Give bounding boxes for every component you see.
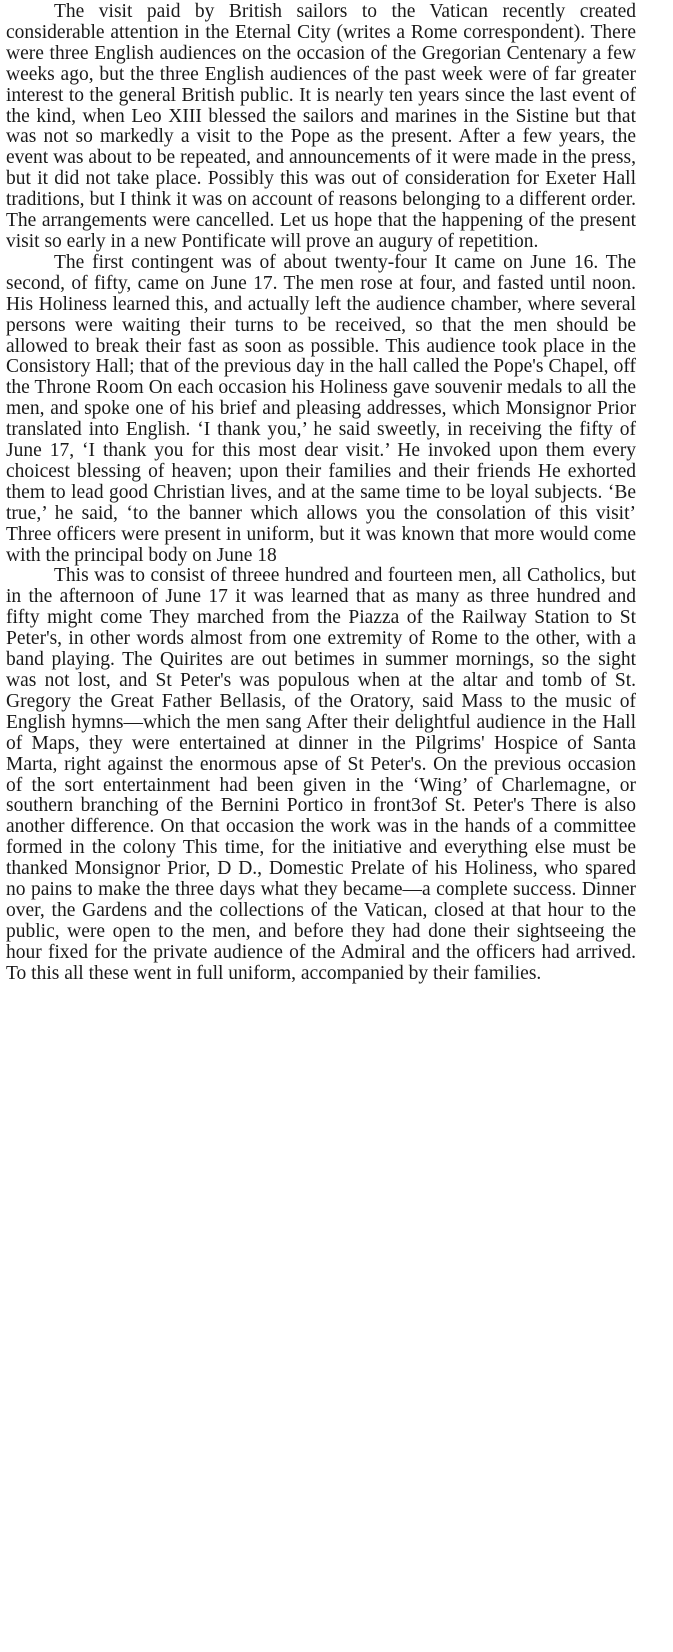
- article-paragraph: The visit paid by British sailors to the Vatican recently created considerable attention in the Eternal City (writes a Rome correspondent). There were three English audiences on the occasion of the Gregorian Centenary a few weeks ago, but the three English audiences of the past week were of far greater interest to the general British public. It is nearly ten years since the last event of the kind, when Leo XIII blessed the sailors and marines in the Sistine but that was not so markedly a visit to the Pope as the present. After a few years, the event was about to be repeated, and announcements of it were made in the press, but it did not take place. Possibly this was out of consideration for Exeter Hall traditions, but I think it was on account of reasons belonging to a different order. The arrangements were cancelled. Let us hope that the happening of the present visit so early in a new Pontificate will prove an augury of repetition.: [6, 1, 636, 252]
- article-column: [6, 2, 636, 985]
- article-paragraph: The first contingent was of about twenty-four It came on June 16. The second, of fifty, came on June 17. The men rose at four, and fasted until noon. His Holiness learned this, and actually left the audience chamber, where several persons were waiting their turns to be received, so that the men should be allowed to break their fast as soon as possible. This audience took place in the Consistory Hall; that of the previous day in the hall called the Pope's Chapel, off the Throne Room On each occasion his Holiness gave souvenir medals to all the men, and spoke one of his brief and pleasing addresses, which Monsignor Prior translated into English. ‘I thank you,’ he said sweetly, in receiving the fifty of June 17, ‘I thank you for this most dear visit.’ He invoked upon them every choicest blessing of heaven; upon their families and their friends He exhorted them to lead good Christian lives, and at the same time to be loyal subjects. ‘Be true,’ he said, ‘to the banner which allows you the consolation of this visit’ Three officers were present in uniform, but it was known that more would come with the principal body on June 18: [6, 251, 636, 566]
- article-paragraph: This was to consist of threee hundred and fourteen men, all Catholics, but in the afternoon of June 17 it was learned that as many as three hundred and fifty might come They marched from the Piazza of the Railway Station to St Peter's, in other words almost from one extremity of Rome to the other, with a band playing. The Quirites are out betimes in summer mornings, so the sight was not lost, and St Peter's was populous when at the altar and tomb of St. Gregory the Great Father Bellasis, of the Oratory, said Mass to the music of English hymns—which the men sang After their delightful audience in the Hall of Maps, they were entertained at dinner in the Pilgrims' Hospice of Santa Marta, right against the enormous apse of St Peter's. On the previous occasion of the sort entertainment had been given in the ‘Wing’ of Charlemagne, or southern branching of the Bernini Portico in front3of St. Peter's There is also another difference. On that occasion the work was in the hands of a committee formed in the colony This time, for the initiative and everything else must be thanked Monsignor Prior, D D., Domestic Prelate of his Holiness, who spared no pains to make the three days what they became—a complete success. Dinner over, the Gardens and the collections of the Vatican, closed at that hour to the public, were open to the men, and before they had done their sightseeing the hour fixed for the private audience of the Admiral and the officers had arrived. To this all these went in full uniform, accompanied by their families.: [6, 565, 636, 984]
